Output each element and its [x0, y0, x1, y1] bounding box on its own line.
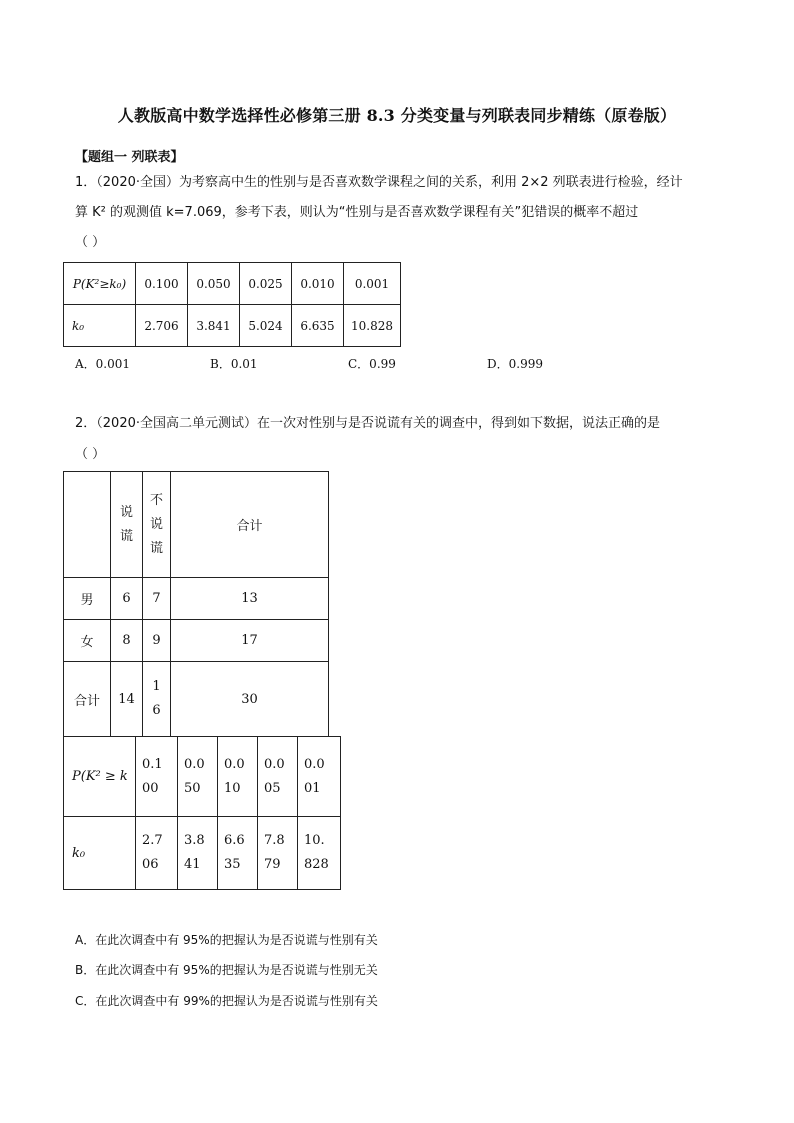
- q1-line1: 1．（2020·全国）为考察高中生的性别与是否喜欢数学课程之间的关系，利用 2×2 列联表进行检验，经计: [75, 175, 683, 190]
- table-cell: 2.706: [136, 305, 188, 347]
- q2-option-a: A．在此次调查中有 95%的把握认为是否说谎与性别有关: [75, 933, 378, 947]
- table-cell: [298, 737, 341, 817]
- table-cell: [136, 737, 178, 817]
- table-cell: 女: [64, 620, 111, 662]
- table-cell: 6: [111, 578, 143, 620]
- table-cell: 3.841: [188, 305, 240, 347]
- q2-option-c: C．在此次调查中有 99%的把握认为是否说谎与性别有关: [75, 994, 378, 1008]
- table-cell: 0.025: [240, 263, 292, 305]
- table-cell: [218, 737, 258, 817]
- table-cell: 0.100: [136, 263, 188, 305]
- p-value: 0.0 01: [304, 756, 325, 796]
- q2-option-b: B．在此次调查中有 95%的把握认为是否说谎与性别无关: [75, 963, 378, 977]
- table-cell: 合计: [171, 472, 329, 578]
- p-value: 0.0 10: [224, 756, 245, 796]
- header-no-lie: 不 说 谎: [149, 492, 163, 556]
- table-cell: 男: [64, 578, 111, 620]
- table-row: [64, 817, 341, 890]
- q1-blank: （ ）: [75, 235, 106, 250]
- table-cell: [258, 737, 298, 817]
- q1-option-d: D．0.999: [487, 357, 543, 371]
- page-title: 人教版高中数学选择性必修第三册 8.3 分类变量与列联表同步精练（原卷版）: [117, 106, 677, 125]
- table-cell: 5.024: [240, 305, 292, 347]
- table-cell: 13: [171, 578, 329, 620]
- table-cell: k₀: [64, 305, 136, 347]
- q1-option-b: B．0.01: [210, 357, 258, 371]
- table-cell: 0.050: [188, 263, 240, 305]
- k-value: 3.8 41: [184, 833, 205, 872]
- table-cell: P(K²≥k₀): [64, 263, 136, 305]
- q2-blank: （ ）: [75, 447, 106, 462]
- table-cell: [64, 472, 111, 578]
- q1-option-c: C．0.99: [348, 357, 396, 371]
- p-value: 0.0 50: [184, 756, 205, 796]
- table-cell: [178, 737, 218, 817]
- section-heading: 【题组一 列联表】: [75, 150, 184, 165]
- table-cell: k₀: [64, 817, 136, 890]
- table-cell: [298, 817, 341, 890]
- table-cell: [218, 817, 258, 890]
- table-row: [64, 620, 329, 662]
- table-cell: 合计: [64, 662, 111, 737]
- table-row: [64, 662, 329, 737]
- header-lie: 说 谎: [119, 504, 133, 544]
- table-cell: [178, 817, 218, 890]
- q2-table-upper: [63, 471, 329, 737]
- table-cell: 7: [143, 578, 171, 620]
- p-value: 0.0 05: [264, 756, 285, 796]
- table-cell: [136, 817, 178, 890]
- table-cell: 6.635: [292, 305, 344, 347]
- q1-table: [63, 262, 401, 347]
- table-cell: [258, 817, 298, 890]
- table-cell: P(K² ≥ k: [64, 737, 136, 817]
- table-cell: 10.828: [344, 305, 401, 347]
- table-row: [64, 263, 401, 305]
- table-cell: [143, 662, 171, 737]
- k-value: 10. 828: [304, 833, 329, 872]
- table-cell: 0.001: [344, 263, 401, 305]
- table-row: [64, 737, 341, 817]
- table-row: [64, 305, 401, 347]
- k-value: 2.7 06: [142, 833, 163, 872]
- table-cell: 30: [171, 662, 329, 737]
- table-row: [64, 578, 329, 620]
- table-cell: 17: [171, 620, 329, 662]
- q2-line1: 2．（2020·全国高二单元测试）在一次对性别与是否说谎有关的调查中，得到如下数据，说法正确的是: [75, 416, 660, 431]
- table-cell: 8: [111, 620, 143, 662]
- table-cell: 14: [111, 662, 143, 737]
- k-value: 6.6 35: [224, 833, 245, 872]
- table-row: [64, 472, 329, 578]
- q2-table-lower: [63, 736, 341, 890]
- table-cell: [111, 472, 143, 578]
- q1-option-a: A．0.001: [75, 357, 131, 371]
- table-cell: 0.010: [292, 263, 344, 305]
- table-cell: [143, 472, 171, 578]
- cell-total-no-lie: 1 6: [152, 679, 161, 718]
- q1-line2: 算 K² 的观测值 k=7.069，参考下表，则认为“性别与是否喜欢数学课程有关”犯错误的概率不超过: [75, 205, 639, 220]
- k-value: 7.8 79: [264, 833, 285, 872]
- table-cell: 9: [143, 620, 171, 662]
- p-value: 0.1 00: [142, 756, 163, 796]
